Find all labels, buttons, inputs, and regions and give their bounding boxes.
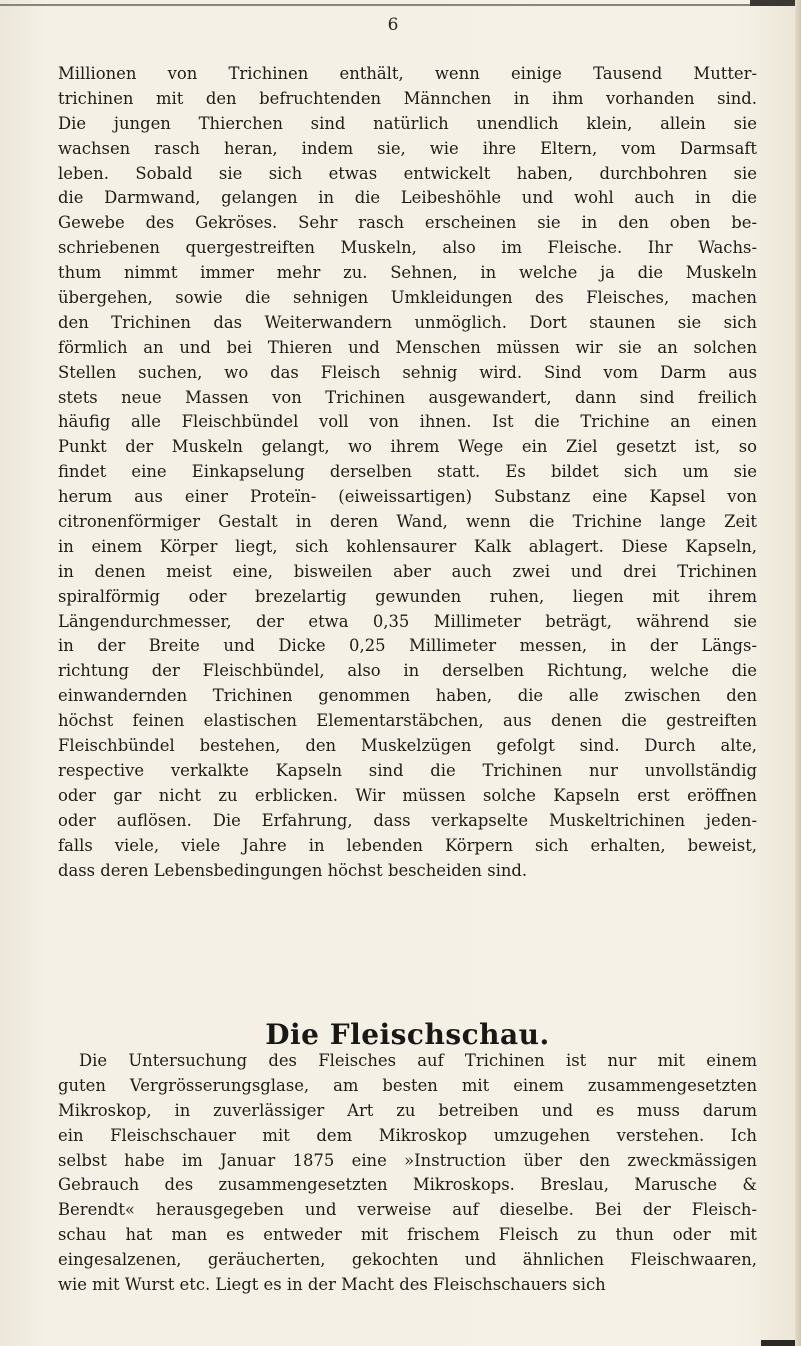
text-line: Fleischbündel bestehen, den Muskelzügen gefolgt sind. Durch alte, — [58, 736, 757, 756]
body-paragraph-2 — [58, 1049, 757, 1298]
text-line: spiralförmig oder brezelartig gewunden ruhen, liegen mit ihrem — [58, 586, 757, 606]
text-line: häufig alle Fleischbündel voll von ihnen. Ist die Trichine an einen — [58, 412, 757, 432]
text-line: thum nimmt immer mehr zu. Sehnen, in welche ja die Muskeln — [58, 263, 757, 283]
text-line: Die Untersuchung des Fleisches auf Trichinen ist nur mit einem — [79, 1051, 757, 1070]
text-line: stets neue Massen von Trichinen ausgewandert, dann sind freilich — [58, 387, 757, 407]
bottom-edge-mark — [761, 1340, 795, 1346]
text-line: übergehen, sowie die sehnigen Umkleidungen des Fleisches, machen — [58, 288, 757, 308]
text-line: einwandernden Trichinen genommen haben, die alle zwischen den — [58, 686, 757, 706]
text-line: Die jungen Thierchen sind natürlich unendlich klein, allein sie — [58, 113, 757, 133]
text-line: wachsen rasch heran, indem sie, wie ihre Eltern, vom Darmsaft — [58, 138, 757, 158]
text-line: ein Fleischschauer mit dem Mikroskop umzugehen verstehen. Ich — [58, 1125, 757, 1145]
top-rule — [0, 4, 760, 6]
text-line: Gebrauch des zusammengesetzten Mikroskops. Breslau, Marusche & — [58, 1175, 757, 1195]
text-line: dass deren Lebensbedingungen höchst bescheiden sind. — [58, 860, 528, 880]
text-line: respective verkalkte Kapseln sind die Trichinen nur unvollständig — [58, 760, 757, 780]
text-line: höchst feinen elastischen Elementarstäbchen, aus denen die gestreiften — [58, 711, 757, 731]
text-line: in einem Körper liegt, sich kohlensaurer Kalk ablagert. Diese Kapseln, — [58, 536, 757, 556]
text-line: richtung der Fleischbündel, also in derselben Richtung, welche die — [58, 661, 757, 681]
section-heading: Die Fleischschau. — [265, 1018, 550, 1052]
text-line: findet eine Einkapselung derselben statt. Es bildet sich um sie — [58, 462, 757, 482]
text-line: in der Breite und Dicke 0,25 Millimeter messen, in der Längs- — [58, 636, 757, 656]
text-line: oder gar nicht zu erblicken. Wir müssen solche Kapseln erst eröffnen — [58, 785, 757, 805]
text-line: herum aus einer Proteïn- (eiweissartigen) Substanz eine Kapsel von — [58, 487, 757, 507]
text-line: den Trichinen das Weiterwandern unmöglich. Dort staunen sie sich — [58, 312, 757, 332]
page-number: 6 — [387, 15, 399, 35]
text-line: guten Vergrösserungsglase, am besten mit einem zusammengesetzten — [58, 1075, 757, 1095]
text-line: Millionen von Trichinen enthält, wenn einige Tausend Mutter- — [58, 64, 757, 83]
body-paragraph-1 — [58, 62, 757, 883]
text-line: förmlich an und bei Thieren und Menschen müssen wir sie an solchen — [58, 337, 757, 357]
text-line: falls viele, viele Jahre in lebenden Körpern sich erhalten, beweist, — [58, 835, 757, 855]
text-line: eingesalzenen, geräucherten, gekochten und ähnlichen Fleischwaaren, — [58, 1250, 757, 1270]
text-line: wie mit Wurst etc. Liegt es in der Macht des Fleischschauers sich — [58, 1275, 606, 1295]
text-line: schau hat man es entweder mit frischem Fleisch zu thun oder mit — [58, 1225, 757, 1245]
text-line: selbst habe im Januar 1875 eine »Instruction über den zweckmässigen — [58, 1150, 757, 1170]
text-line: leben. Sobald sie sich etwas entwickelt haben, durchbohren sie — [58, 163, 757, 183]
top-rule-mark — [750, 0, 801, 6]
text-line: in denen meist eine, bisweilen aber auch zwei und drei Trichinen — [58, 561, 757, 581]
text-line: Mikroskop, in zuverlässiger Art zu betreiben und es muss darum — [58, 1100, 757, 1120]
page-edge — [795, 0, 801, 1346]
text-line: Längendurchmesser, der etwa 0,35 Millimeter beträgt, während sie — [58, 611, 757, 631]
text-line: Gewebe des Gekröses. Sehr rasch erscheinen sie in den oben be- — [58, 213, 757, 233]
text-line: oder auflösen. Die Erfahrung, dass verkapselte Muskeltrichinen jeden- — [58, 810, 757, 830]
text-line: citronenförmiger Gestalt in deren Wand, wenn die Trichine lange Zeit — [58, 512, 757, 532]
text-line: Stellen suchen, wo das Fleisch sehnig wird. Sind vom Darm aus — [58, 362, 757, 382]
text-line: schriebenen quergestreiften Muskeln, also im Fleische. Ihr Wachs- — [58, 238, 757, 258]
text-line: Berendt« herausgegeben und verweise auf dieselbe. Bei der Fleisch- — [58, 1200, 757, 1220]
text-line: Punkt der Muskeln gelangt, wo ihrem Wege ein Ziel gesetzt ist, so — [58, 437, 757, 457]
text-line: trichinen mit den befruchtenden Männchen in ihm vorhanden sind. — [58, 88, 757, 108]
text-line: die Darmwand, gelangen in die Leibeshöhle und wohl auch in die — [58, 188, 757, 208]
